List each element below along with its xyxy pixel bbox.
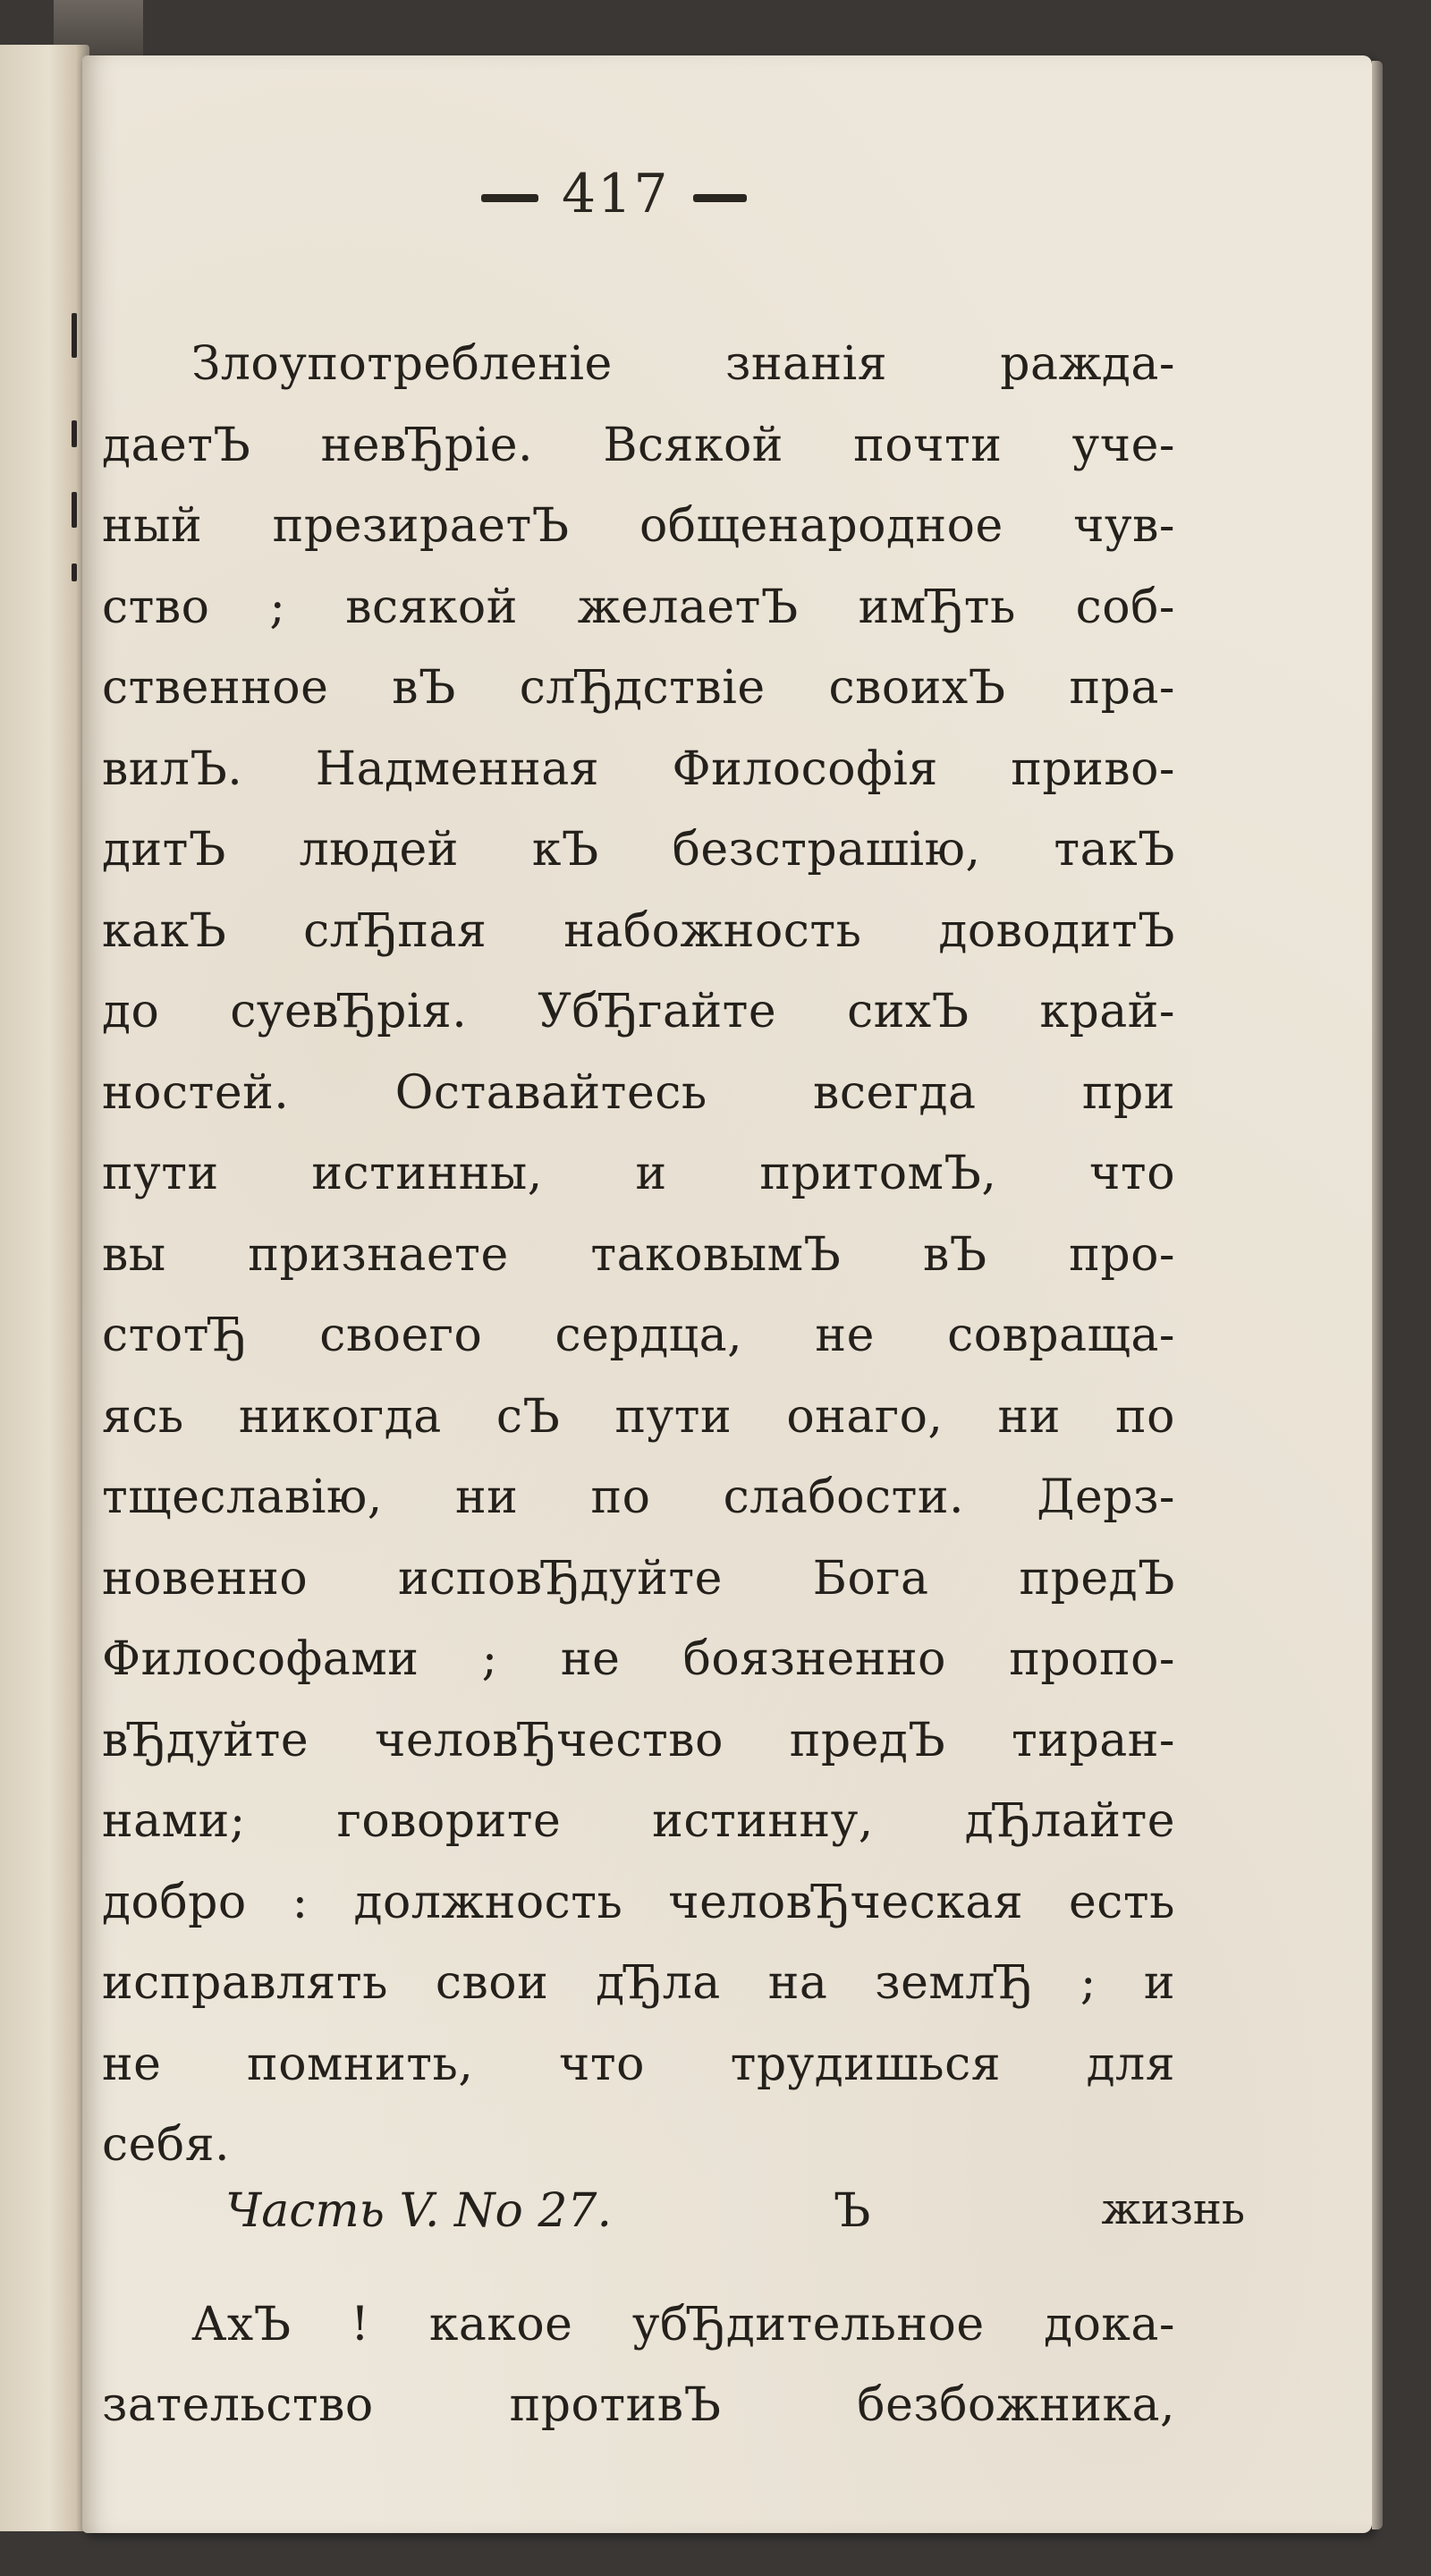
bleed-mark xyxy=(72,564,77,581)
header-dash-right xyxy=(693,194,747,202)
text-line: себя. xyxy=(102,2118,231,2172)
text-line: нами; говорите истинну, дЂлайте xyxy=(102,1794,1175,1848)
page-number: 417 xyxy=(562,163,670,225)
text-line: ственное вЪ слЂдствіе своихЪ пра- xyxy=(102,661,1175,715)
text-line: добро : должность человЂческая есть xyxy=(102,1875,1175,1929)
text-line: новенно исповЂдуйте Бога предЪ xyxy=(102,1551,1175,1606)
text-line: ный презираетЪ общенародное чув- xyxy=(102,499,1175,553)
text-line: Философами ; не боязненно пропо- xyxy=(102,1632,1175,1686)
text-line: вы признаете таковымЪ вЪ про- xyxy=(102,1227,1175,1282)
text-line: вЂдуйте человЂчество предЪ тиран- xyxy=(102,1713,1175,1767)
body-text xyxy=(102,324,1175,2446)
text-line: ясь никогда сЪ пути онаго, ни по xyxy=(102,1389,1175,1444)
text-line: ностей. Оставайтесь всегда при xyxy=(102,1065,1175,1120)
bleed-mark xyxy=(72,420,77,447)
text-line: исправлять свои дЂла на землЂ ; и xyxy=(102,1956,1175,2010)
text-line: до суевЂрія. УбЂгайте сихЪ край- xyxy=(102,985,1175,1038)
bleed-mark xyxy=(72,492,77,528)
catchword: жизнь xyxy=(1101,2184,1245,2234)
page-header xyxy=(82,163,1372,225)
facing-page-edge xyxy=(0,45,89,2531)
signature-line xyxy=(225,2184,1245,2238)
text-line: тщеславію, ни по слабости. Дерз- xyxy=(102,1470,1175,1524)
text-line: Злоупотребленіе знанія раждa- xyxy=(191,337,1175,391)
text-line: какЪ слЂпая набожность доводитЪ xyxy=(102,903,1175,958)
text-line: не помнить, что трудишься для xyxy=(102,2037,1175,2091)
text-line: дитЪ людей кЪ безстрашію, такЪ xyxy=(102,823,1175,877)
signature-mark: Часть V. No 27. xyxy=(225,2184,613,2238)
bleed-mark xyxy=(72,313,77,358)
text-line: зательство противЪ безбожника, xyxy=(102,2378,1175,2432)
text-line: пути истинны, и притомЪ, что xyxy=(102,1147,1175,1200)
text-line: АхЪ ! какое убЂдительное дока- xyxy=(191,2297,1175,2351)
text-line: даетЪ невЂріе. Всякой почти уче- xyxy=(102,418,1175,472)
text-line: стотЂ своего сердца, не совраща- xyxy=(102,1309,1175,1362)
book-page xyxy=(82,55,1372,2533)
text-line: ство ; всякой желаетЪ имЂть соб- xyxy=(102,580,1175,634)
header-dash-left xyxy=(481,194,538,202)
text-line: вилЪ. Надменная Философія приво- xyxy=(102,741,1175,796)
signature-letter: Ъ xyxy=(834,2184,871,2238)
